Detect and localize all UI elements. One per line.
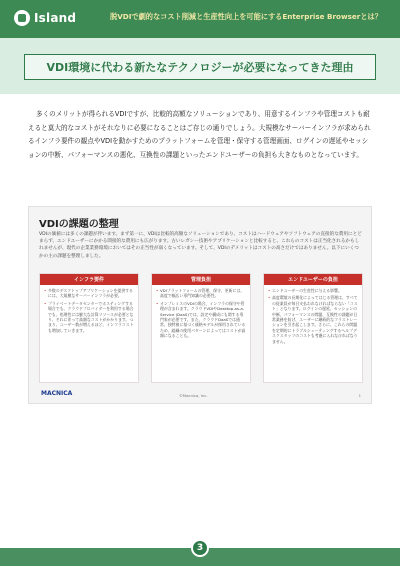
- column-list: [264, 285, 362, 349]
- macnica-logo: MACNICA: [41, 390, 73, 397]
- figure-title: VDIの課題の整理: [39, 219, 119, 230]
- column-list: [40, 285, 138, 338]
- logo-text: Island: [34, 11, 77, 25]
- column-heading: インフラ要件: [40, 274, 138, 285]
- list-item: • エンドユーザーの生産性に与える影響。: [268, 288, 358, 293]
- body-paragraph: 多くのメリットが得られるVDIですが、比較的高額なソリューションであり、用意するインフラや管理コストも耐えると莫大的なコストがそれなりに必要になることはご存じの通りでしょう。大規模なサーバーインフラが求められるインフラ要件の観点やVDIを動かすためのプラットフォームを管理・保守する管理画面、ログインの遅延やセッションの中断、パフォーマンスの悪化、互換性の課題といったエンドユーザーの負担も大きなものとなっています。: [28, 110, 371, 159]
- section-title-box: [24, 54, 376, 80]
- figure-description: VDIの価値には多くの課題が伴います。まず第一に、VDIは比較的高額なソリューションであり、コストはハードウェアやソフトウェアの直接的な費用にとどまらず、エンドユーザーにかかる間接的な費用にも広がります。古いレガシー技術やアプリケーションと比較すると、これらのコストは正当化されるかもしれませんが、現代の企業業務環境においてはその正当性が弱くなっています。そして、VDIのデメリットはコストの高さだけではありません。以下にいくつかの主の課題を整理しました。: [39, 232, 362, 259]
- header-title: 脱VDIで劇的なコスト削減と生産性向上を可能にするEnterprise Browserとは？: [110, 12, 382, 21]
- column-list: [152, 285, 250, 344]
- figure-page-number: 1: [358, 393, 361, 398]
- list-item: • VDIプラットフォームの管理、保守、更新には、高度で幅広い専門知識の必要性。: [156, 288, 246, 299]
- list-item: • プライベートデータセンターでホスティングする場合でも、クラウドプロバイダーを利用する場合でも、処理性には膨大な計算リソースが必要となり、それに伴って高額なコストがかかります。つまり、ユーザー数が増えるほど、インフラコストも増加していきます。: [44, 301, 134, 333]
- island-logo: [14, 10, 76, 26]
- page-number: 3: [191, 539, 209, 557]
- column-heading: 管理負担: [152, 274, 250, 285]
- end-user-burden-column: [263, 273, 363, 383]
- infra-requirements-column: [39, 273, 139, 383]
- list-item: • オンプレミスのVDIの場合、インフラの保守や管理が含まれます。クラウドVDIやDesktop-as-a-Service (DaaS)では、設定や構成にも関する専門家が必要です。また、クラウドDaaSでは通常、独特複に基づく価格モデルが採用されているため、組織の使用パターンによってはコストが高額になることも。: [156, 301, 246, 339]
- island-logo-icon: [14, 10, 30, 26]
- management-burden-column: [151, 273, 251, 383]
- section-title: VDI環境に代わる新たなテクノロジーが必要になってきた理由: [46, 61, 354, 74]
- vdi-issues-figure: [28, 206, 372, 404]
- list-item: • 高度環境の長期化によってはじる管理は、すべての従業員が毎日支払われなければならない「コスト」となります。ログインの遅延、セッションの中断、パフォーマンスの問題、互換性の課題が日常業務を妨げ、ユーザーに継続的なフラストレーションを引き起こします。さらに、これらの問題を定期的にトラブルシューティングするヘルプデスクスタッフのコストも考慮に入れなければなりません。: [268, 295, 358, 344]
- figure-copyright: ©Macnica, Inc.: [179, 393, 208, 398]
- list-item: • 多数のデスクトップアプリケーションを提供するには、大規模なサーバーインフラが必要。: [44, 288, 134, 299]
- column-heading: エンドユーザーの負担: [264, 274, 362, 285]
- page-header: [0, 0, 400, 38]
